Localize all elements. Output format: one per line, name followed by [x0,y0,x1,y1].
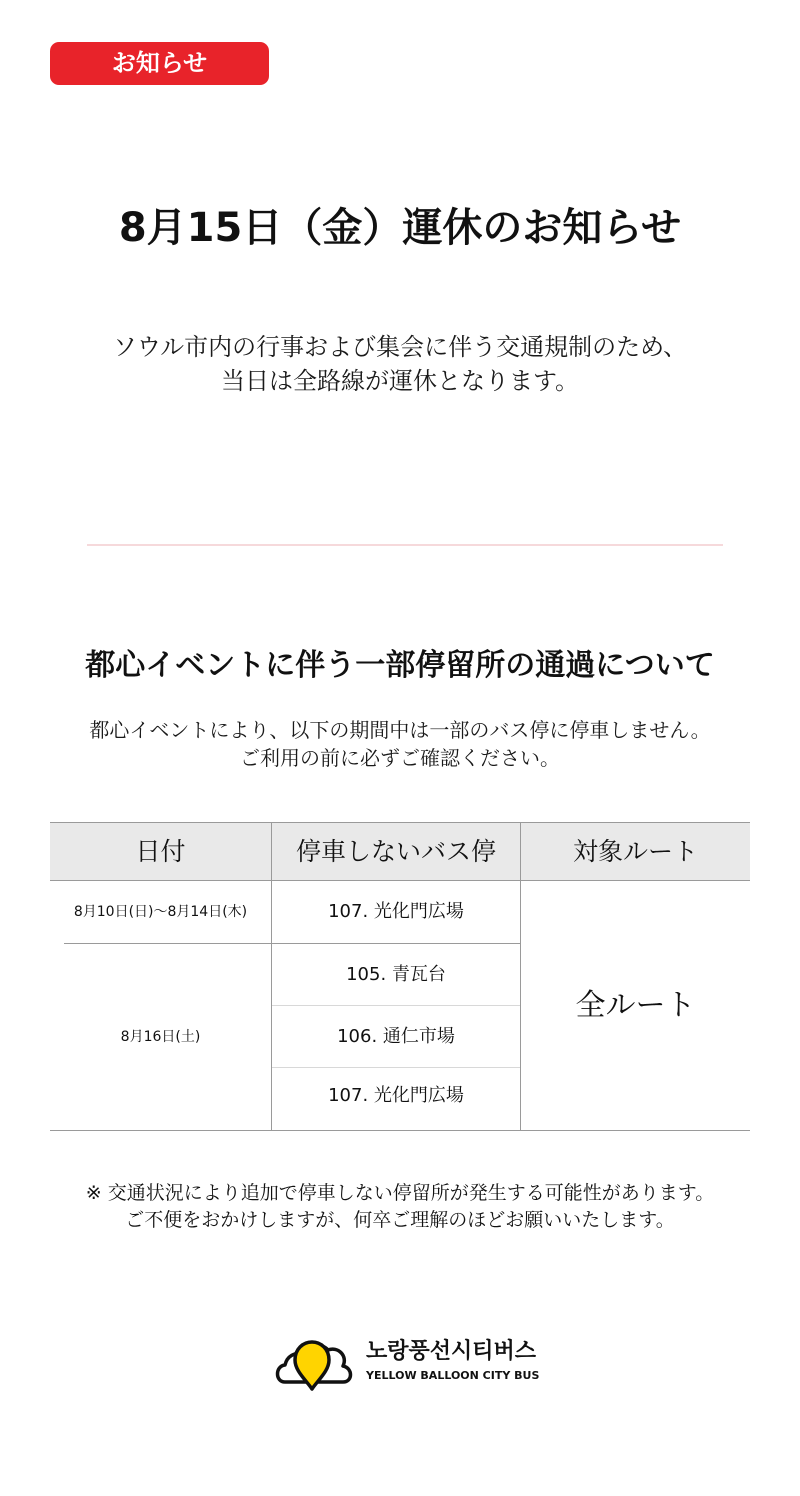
logo-name-korean: 노랑풍선시티버스 [366,1339,537,1364]
section-title: 都心イベントに伴う一部停留所の通過について [85,648,715,683]
skipped-stops-table [50,822,750,1131]
logo-name-english: YELLOW BALLOON CITY BUS [366,1369,540,1382]
route-cell: 全ルート [575,988,696,1023]
notice-badge: お知らせ [50,42,269,85]
footnote-line-1: ※ 交通状況により追加で停車しない停留所が発生する可能性があります。 [85,1182,715,1204]
section-description [0,716,800,772]
section-line-2: ご利用の前に必ずご確認ください。 [240,746,560,770]
footnote [0,1180,800,1234]
date-cell: 8月10日(日)〜8月14日(木) [73,904,248,920]
table-header [50,822,750,881]
stop-cell: 105. 青瓦台 [346,964,446,985]
date-cell: 8月16日(土) [120,1029,201,1045]
stop-cell: 106. 通仁市場 [337,1026,455,1047]
footnote-line-2: ご不便をおかけしますが、何卒ご理解のほどお願いいたします。 [125,1209,675,1231]
page-title: 8月15日（金）運休のお知らせ [118,205,682,251]
header-route: 対象ルート [572,837,698,866]
notice-line-2: 当日は全路線が運休となります。 [220,367,580,395]
table-bottom-border [50,1130,750,1131]
section-divider [87,544,723,546]
header-date: 日付 [135,837,186,866]
notice-line-1: ソウル市内の行事および集会に伴う交通規制のため、 [112,333,688,361]
stop-cell: 107. 光化門広場 [328,1085,464,1106]
section-line-1: 都心イベントにより、以下の期間中は一部のバス停に停車しません。 [89,718,711,742]
header-stops: 停車しないバス停 [295,837,496,866]
stop-cell: 107. 光化門広場 [328,901,464,922]
notice-description [0,330,800,398]
